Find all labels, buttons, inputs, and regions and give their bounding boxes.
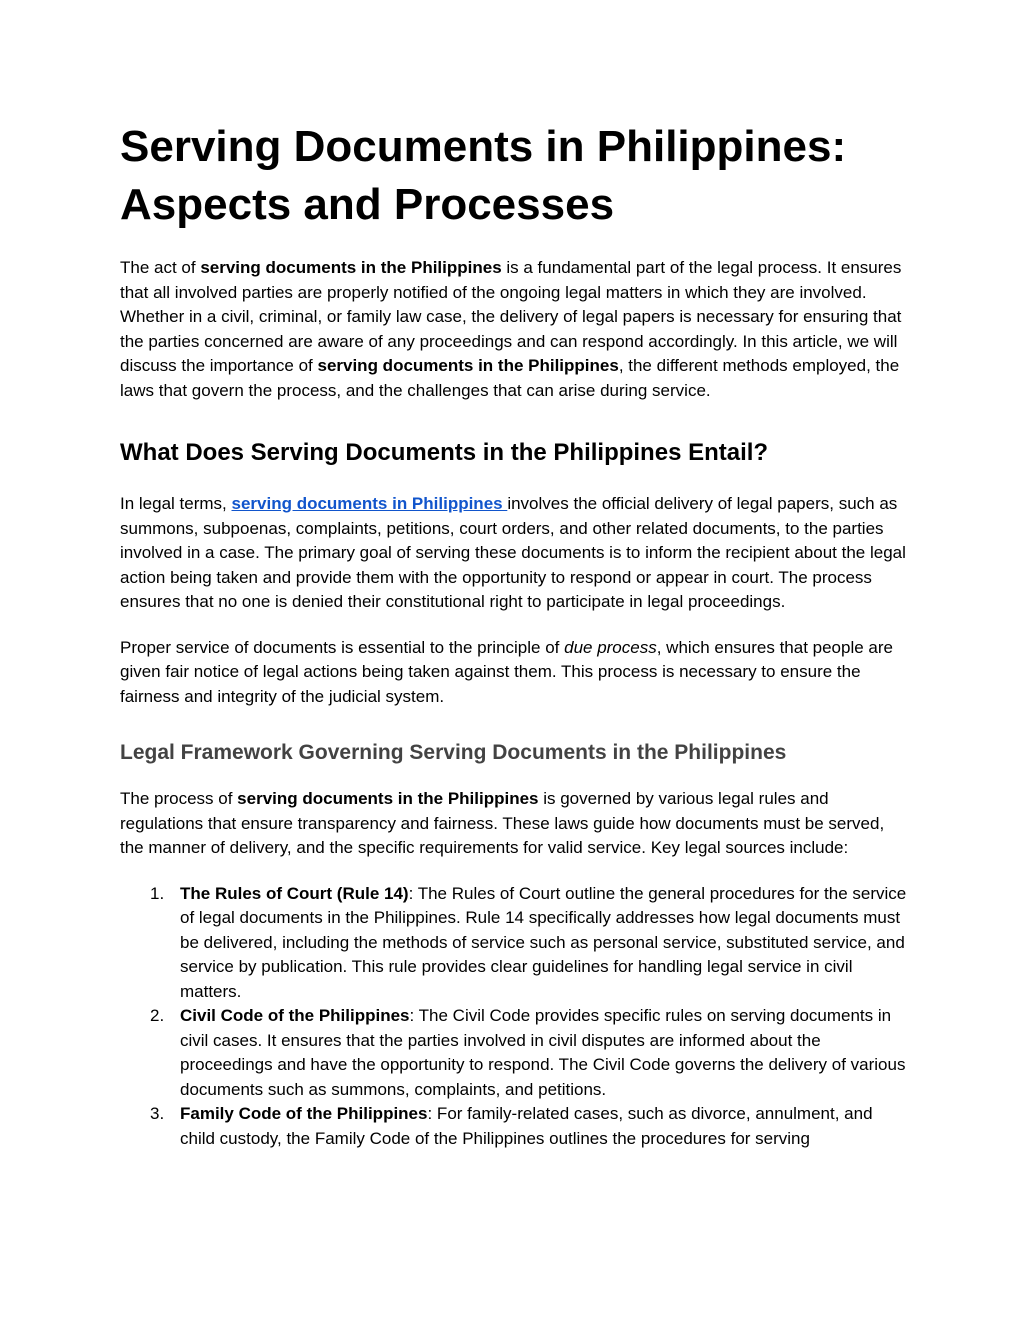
italic-term: due process: [564, 637, 657, 657]
section-heading-legal-framework: Legal Framework Governing Serving Documents in the Philippines: [120, 741, 787, 764]
section-heading-what-does-serving-entail: What Does Serving Documents in the Philippines Entail?: [120, 439, 769, 466]
legal-sources-list: [120, 882, 910, 1152]
list-item: [120, 1102, 910, 1151]
bold-term: serving documents in the Philippines: [237, 789, 539, 808]
list-item-text: : For family-related cases, such as divorce, annulment, and child custody, the Family Code of the Philippines outlines the procedures for serving: [180, 1104, 873, 1148]
intro-bold-term: serving documents in the Philippines: [317, 356, 619, 375]
title-line-1: Serving Documents in Philippines:: [120, 122, 847, 171]
intro-bold-term: serving documents in the Philippines: [200, 258, 502, 277]
list-item-title: Family Code of the Philippines: [180, 1104, 428, 1123]
paragraph-text: is governed by various legal rules and regulations that ensure transparency and fairness. These laws guide how documents must be served, the manner of delivery, and the specific requirements for valid service. Key legal sources include:: [120, 789, 885, 857]
list-item-title: Civil Code of the Philippines: [180, 1006, 410, 1025]
section1-paragraph-2: [120, 636, 910, 710]
paragraph-text: The process of: [120, 789, 238, 808]
section1-paragraph-1: [120, 492, 910, 615]
serving-documents-link[interactable]: serving documents in Philippines: [231, 494, 508, 513]
list-item-text: : The Rules of Court outline the general procedures for the service of legal documents in the Philippines. Rule 14 specifically addresses how legal documents must be delivered, including the methods of service such as personal service, substituted service, and service by publication. This rule provides clear guidelines for handling legal service in civil matters.: [180, 883, 907, 1001]
paragraph-text: , which ensures that people are given fair notice of legal actions being taken against them. This process is necessary to ensure the fairness and integrity of the judicial system.: [120, 637, 893, 706]
list-number: 2.: [150, 1006, 165, 1025]
paragraph-text: involves the official delivery of legal papers, such as summons, subpoenas, complaints, petitions, court orders, and other related documents, to the parties involved in a case. The primary goal of serving these documents is to inform the recipient about the legal action being taken and provide them with the opportunity to respond or appear in court. The process ensures that no one is denied their constitutional right to participate in legal proceedings.: [120, 494, 906, 611]
list-number: 1.: [150, 883, 165, 903]
list-item-text: : The Civil Code provides specific rules on serving documents in civil cases. It ensures that the parties involved in civil disputes are informed about the proceedings and have the opportunity to respond. The Civil Code governs the delivery of various documents such as summons, complaints, and petitions.: [180, 1006, 906, 1099]
intro-text: is a fundamental part of the legal process. It ensures that all involved parties are properly notified of the ongoing legal matters in which they are involved. Whether in a civil, criminal, or family law case, the delivery of legal papers is necessary for ensuring that the parties concerned are aware of any proceedings and can respond accordingly. In this article, we will discuss the importance of: [120, 258, 902, 375]
page-title: [120, 118, 910, 234]
title-line-2: Aspects and Processes: [120, 180, 615, 229]
list-item: [120, 1004, 910, 1102]
list-number: 3.: [150, 1104, 165, 1123]
section2-paragraph-1: [120, 787, 910, 861]
paragraph-text: In legal terms,: [120, 494, 232, 513]
intro-paragraph: [120, 256, 910, 403]
document-page: [120, 118, 910, 1151]
list-item: [120, 882, 910, 1005]
intro-text: The act of: [120, 258, 201, 277]
intro-text: , the different methods employed, the laws that govern the process, and the challenges that can arise during service.: [120, 356, 900, 400]
paragraph-text: Proper service of documents is essential to the principle of: [120, 637, 565, 657]
list-item-title: The Rules of Court (Rule 14): [180, 883, 409, 903]
